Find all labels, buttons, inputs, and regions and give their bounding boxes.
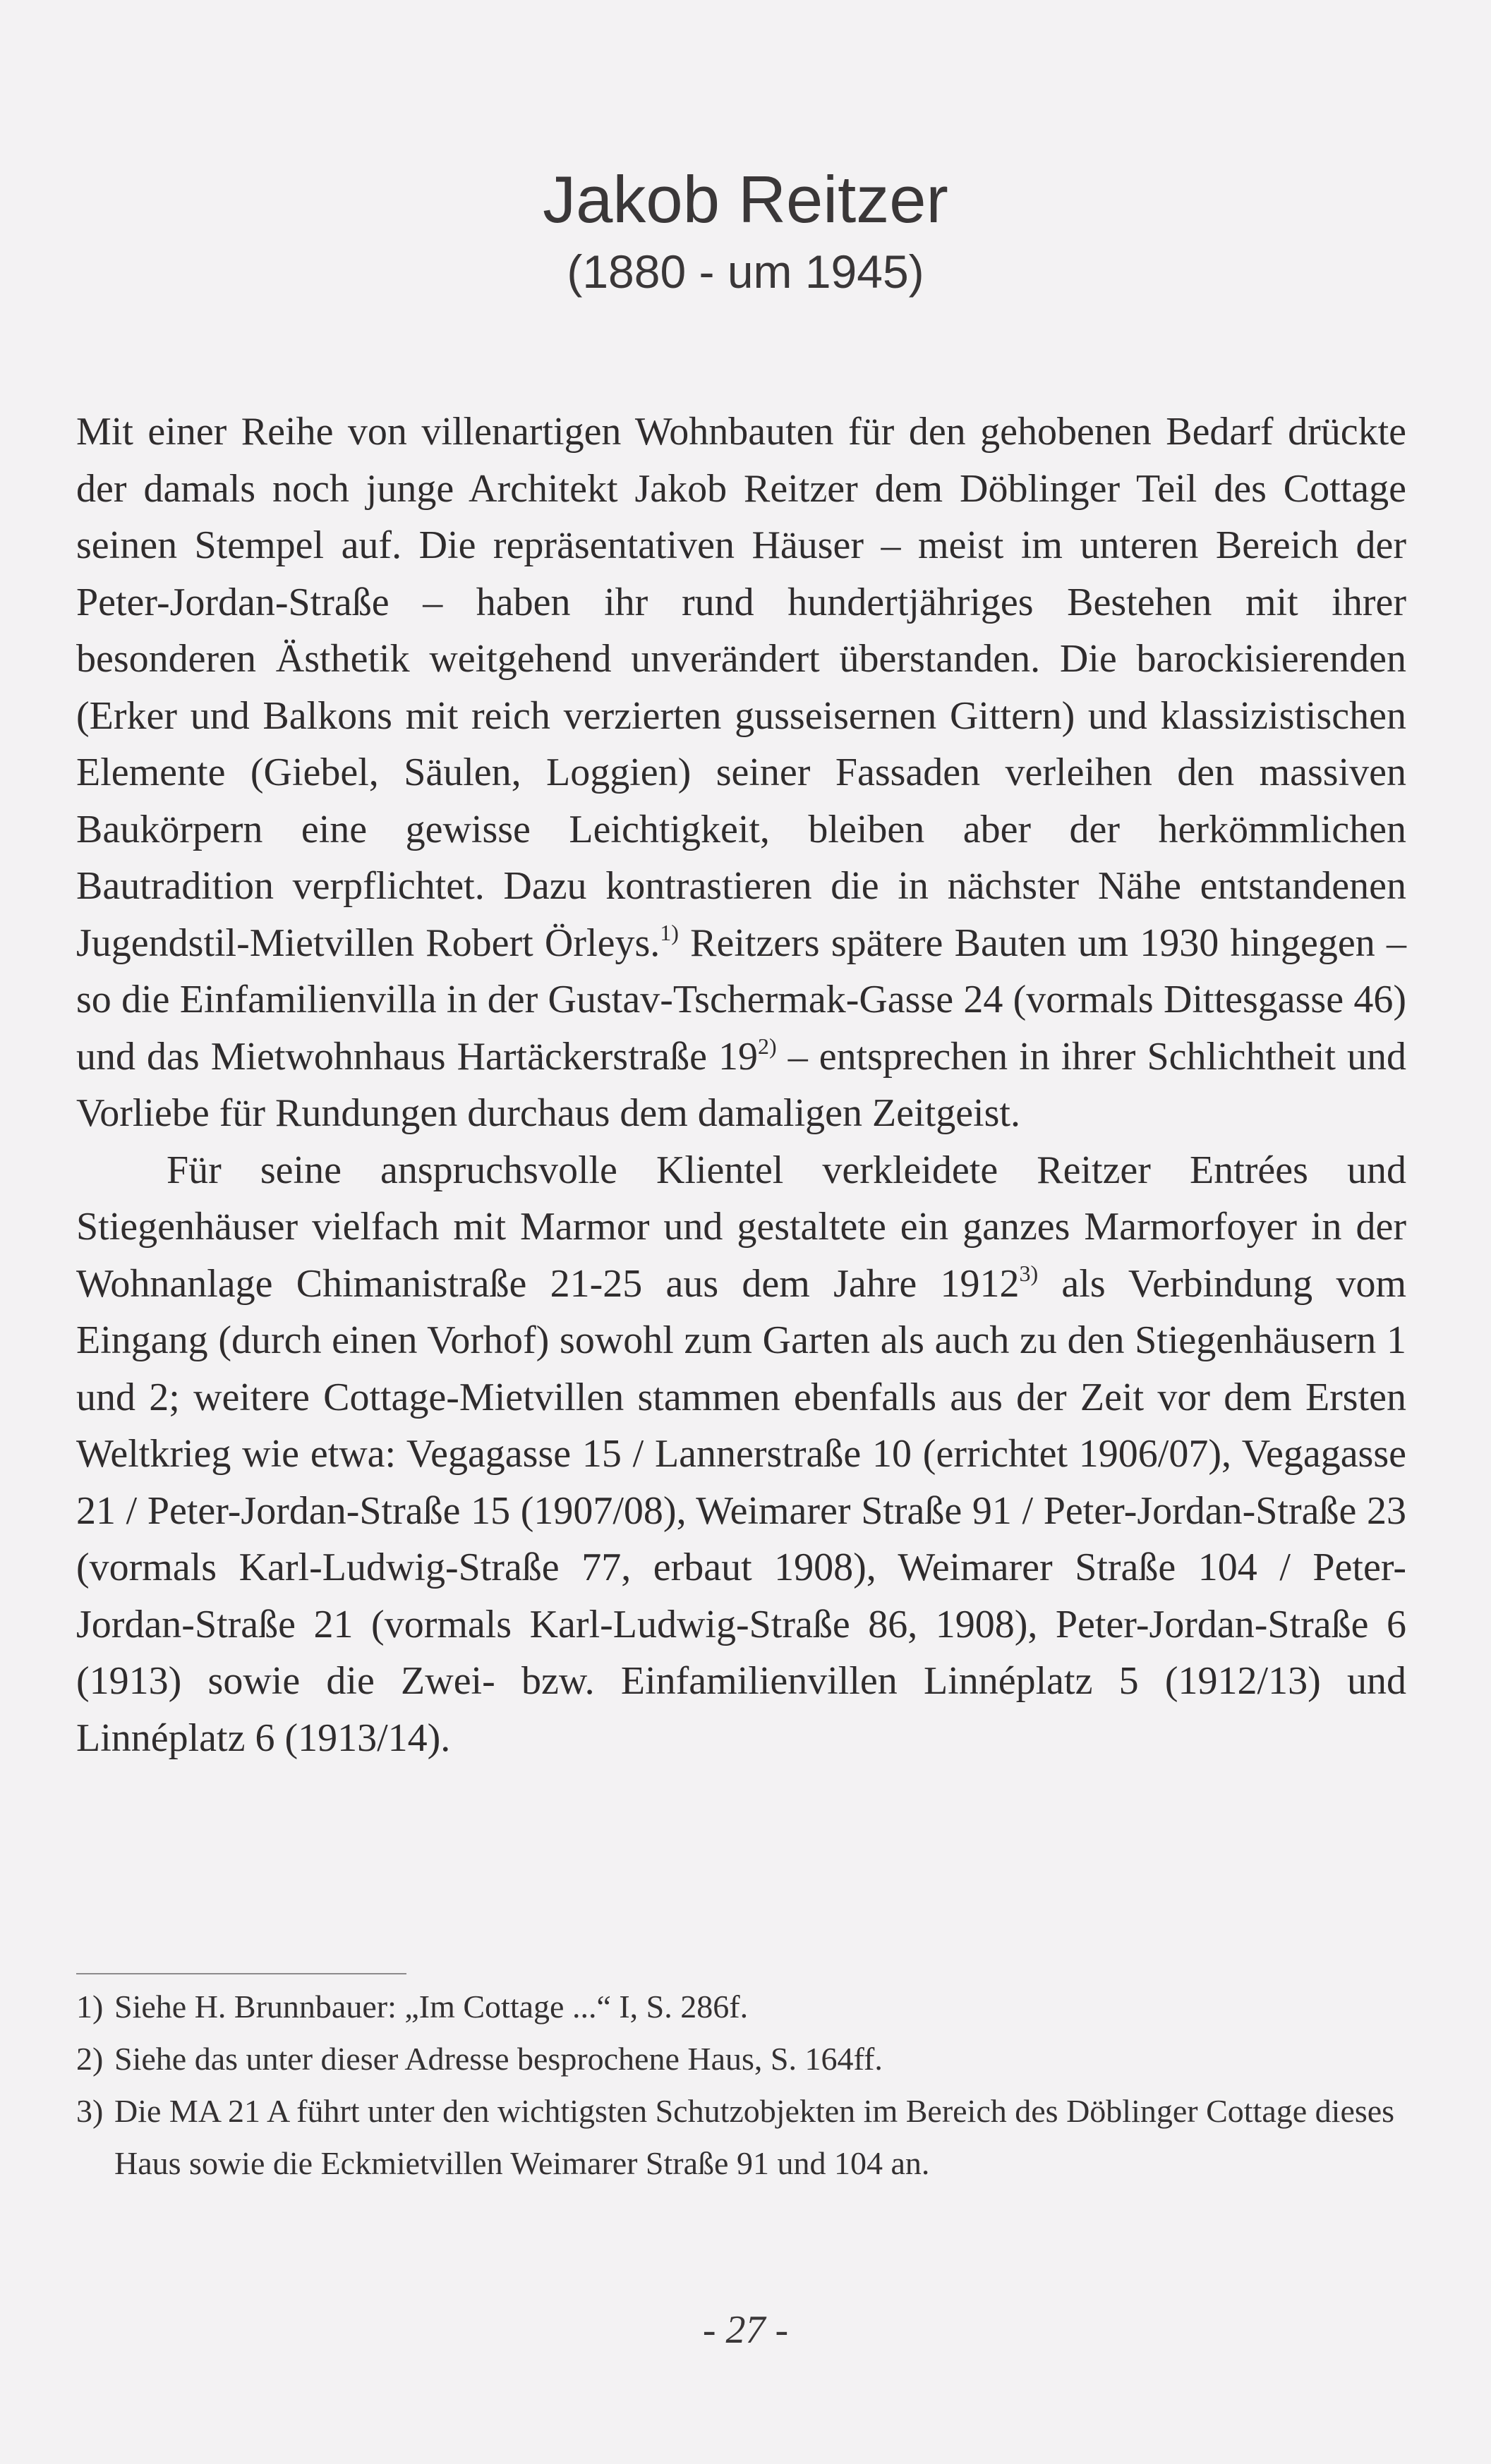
page-number: - 27 - (702, 2308, 789, 2352)
footnote-number: 1) (76, 1989, 104, 2025)
paragraph-1-text-a: Mit einer Reihe von villenartigen Wohnbauten für den gehobenen Bedarf drückte der damals noch junge Architekt Jakob Reitzer dem Döblinger Teil des Cottage seinen Stempel auf. Die repräsentativen Häuser – meist im unteren Bereich der Peter-Jordan-Straße – haben ihr rund hundertjähriges Bestehen mit ihrer besonderen Ästhetik weitgehend unverändert überstanden. Die barockisierenden (Erker und Balkons mit reich verzierten gusseisernen Gittern) und klassizistischen Elemente (Giebel, Säulen, Loggien) seiner Fassaden verleihen den massiven Baukörpern eine gewisse Leichtigkeit, bleiben aber der herkömmlichen Bautradition verpflichtet. Dazu kontrastieren die in nächster Nähe entstandenen Jugendstil-Mietvillen Robert Örleys. (76, 410, 1406, 965)
page-subtitle: (1880 - um 1945) (567, 245, 924, 298)
body-text (76, 403, 1406, 1766)
paragraph-1-text-b: Reitzers spätere Bauten um 1930 hingegen – so die Einfamilienvilla in der Gustav-Tschermak-Gasse 24 (vormals Dittesgasse 46) und das Mietwohnhaus Hartäckerstraße 19 (76, 921, 1406, 1079)
paragraph-1 (76, 403, 1406, 1142)
paragraph-2 (76, 1142, 1406, 1767)
footnote-1 (76, 1981, 1406, 2033)
footnote-ref-2: 2) (758, 1033, 777, 1059)
footnote-number: 3) (76, 2093, 104, 2129)
footnote-divider (76, 1973, 406, 1974)
page-title: Jakob Reitzer (543, 162, 948, 236)
paragraph-1-text-c: – entsprechen in ihrer Schlichtheit und Vorliebe für Rundungen durchaus dem damaligen Zeitgeist. (76, 1034, 1406, 1135)
paragraph-2-text-a: Für seine anspruchsvolle Klientel verkleidete Reitzer Entrées und Stiegenhäuser vielfach mit Marmor und gestaltete ein ganzes Marmorfoyer in der Wohnanlage Chimanistraße 21-25 aus dem Jahre 1912 (76, 1148, 1406, 1306)
footnote-ref-3: 3) (1019, 1260, 1039, 1286)
footnote-2 (76, 2033, 1406, 2085)
footnotes (76, 1981, 1406, 2190)
footnote-3 (76, 2085, 1406, 2190)
footnote-ref-1: 1) (660, 919, 679, 945)
footnote-text: Die MA 21 A führt unter den wichtigsten Schutzobjekten im Bereich des Döblinger Cottage dieses Haus sowie die Eckmietvillen Weimarer Straße 91 und 104 an. (114, 2093, 1395, 2181)
footnote-number: 2) (76, 2041, 104, 2077)
footnote-text: Siehe H. Brunnbauer: „Im Cottage ...“ I, S. 286f. (114, 1989, 749, 2025)
paragraph-2-text-b: als Verbindung vom Eingang (durch einen Vorhof) sowohl zum Garten als auch zu den Stiegenhäusern 1 und 2; weitere Cottage-Mietvillen stammen ebenfalls aus der Zeit vor dem Ersten Weltkrieg wie etwa: Vegagasse 15 / Lannerstraße 10 (errichtet 1906/07), Vegagasse 21 / Peter-Jordan-Straße 15 (1907/08), Weimarer Straße 91 / Peter-Jordan-Straße 23 (vormals Karl-Ludwig-Straße 77, erbaut 1908), Weimarer Straße 104 / Peter-Jordan-Straße 21 (vormals Karl-Ludwig-Straße 86, 1908), Peter-Jordan-Straße 6 (1913) sowie die Zwei- bzw. Einfamilienvillen Linnéplatz 5 (1912/13) und Linnéplatz 6 (1913/14). (76, 1261, 1406, 1760)
footnote-text: Siehe das unter dieser Adresse besprochene Haus, S. 164ff. (114, 2041, 883, 2077)
